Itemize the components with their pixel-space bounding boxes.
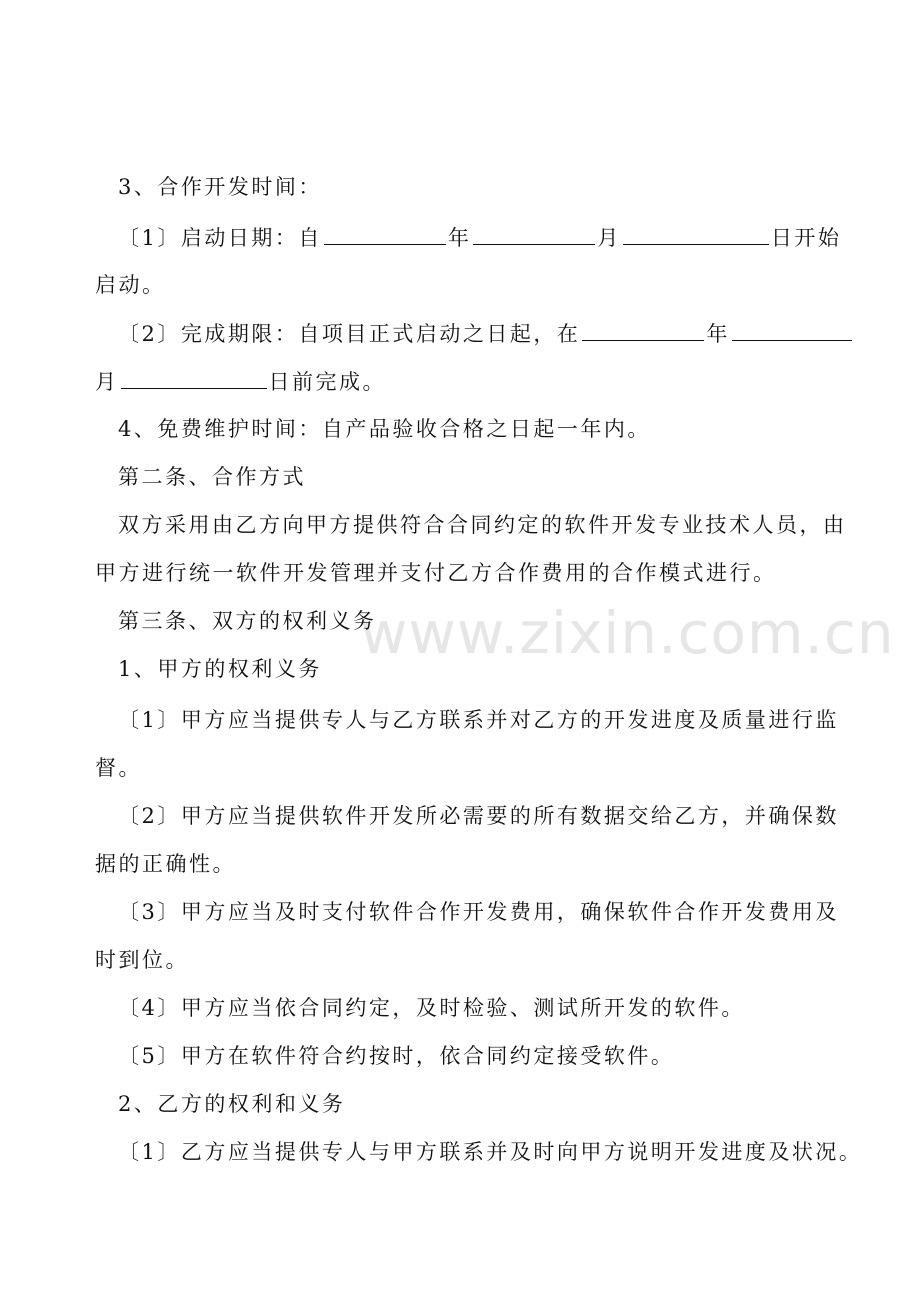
start-year-label: 年 <box>447 226 472 250</box>
cooperation-paragraph: 双方采用由乙方向甲方提供符合合同约定的软件开发专业技术人员，由 <box>118 513 847 537</box>
party-a-item-2: 〔2〕甲方应当提供软件开发所必需要的所有数据交给乙方，并确保数 <box>118 804 839 828</box>
deadline-day-label: 日前完成。 <box>268 370 386 394</box>
party-a-heading: 1、甲方的权利义务 <box>118 657 322 681</box>
deadline-month-label: 月 <box>95 370 119 394</box>
section-3-heading: 3、合作开发时间： <box>118 175 322 199</box>
start-month-blank <box>473 222 595 245</box>
party-a-item-3-cont: 时到位。 <box>95 948 189 972</box>
party-a-item-1: 〔1〕甲方应当提供专人与乙方联系并对乙方的开发进度及质量进行监 <box>118 708 839 732</box>
party-a-item-2-cont: 据的正确性。 <box>95 852 236 876</box>
start-date-line-cont: 启动。 <box>95 273 166 297</box>
start-date-label: 〔1〕启动日期：自 <box>118 226 322 250</box>
start-date-line <box>0 222 920 253</box>
section-4-heading: 4、免费维护时间：自产品验收合格之日起一年内。 <box>118 417 651 441</box>
start-day-blank <box>623 222 769 245</box>
party-a-item-5: 〔5〕甲方在软件符合约按时，依合同约定接受软件。 <box>118 1044 675 1068</box>
watermark: www.zixin.com.cn <box>360 599 895 667</box>
start-year-blank <box>324 222 446 245</box>
start-day-label: 日开始 <box>770 226 842 250</box>
start-month-label: 月 <box>597 226 621 250</box>
party-a-item-4: 〔4〕甲方应当依合同约定，及时检验、测试所开发的软件。 <box>118 996 745 1020</box>
deadline-year-blank <box>582 318 704 341</box>
article-3-heading: 第三条、双方的权利义务 <box>118 609 377 633</box>
deadline-label: 〔2〕完成期限：自项目正式启动之日起，在 <box>118 322 581 346</box>
deadline-line-cont <box>0 366 920 397</box>
cooperation-paragraph-cont: 甲方进行统一软件开发管理并支付乙方合作费用的合作模式进行。 <box>95 561 777 585</box>
party-a-item-3: 〔3〕甲方应当及时支付软件合作开发费用，确保软件合作开发费用及 <box>118 900 839 924</box>
deadline-year-label: 年 <box>706 322 730 346</box>
party-b-item-1: 〔1〕乙方应当提供专人与甲方联系并及时向甲方说明开发进度及状况。 <box>118 1140 863 1164</box>
deadline-month-blank <box>732 318 852 341</box>
deadline-day-blank <box>121 366 267 389</box>
party-a-item-1-cont: 督。 <box>95 756 142 780</box>
article-2-heading: 第二条、合作方式 <box>118 465 306 489</box>
deadline-line <box>0 318 920 349</box>
party-b-heading: 2、乙方的权利和义务 <box>118 1092 346 1116</box>
